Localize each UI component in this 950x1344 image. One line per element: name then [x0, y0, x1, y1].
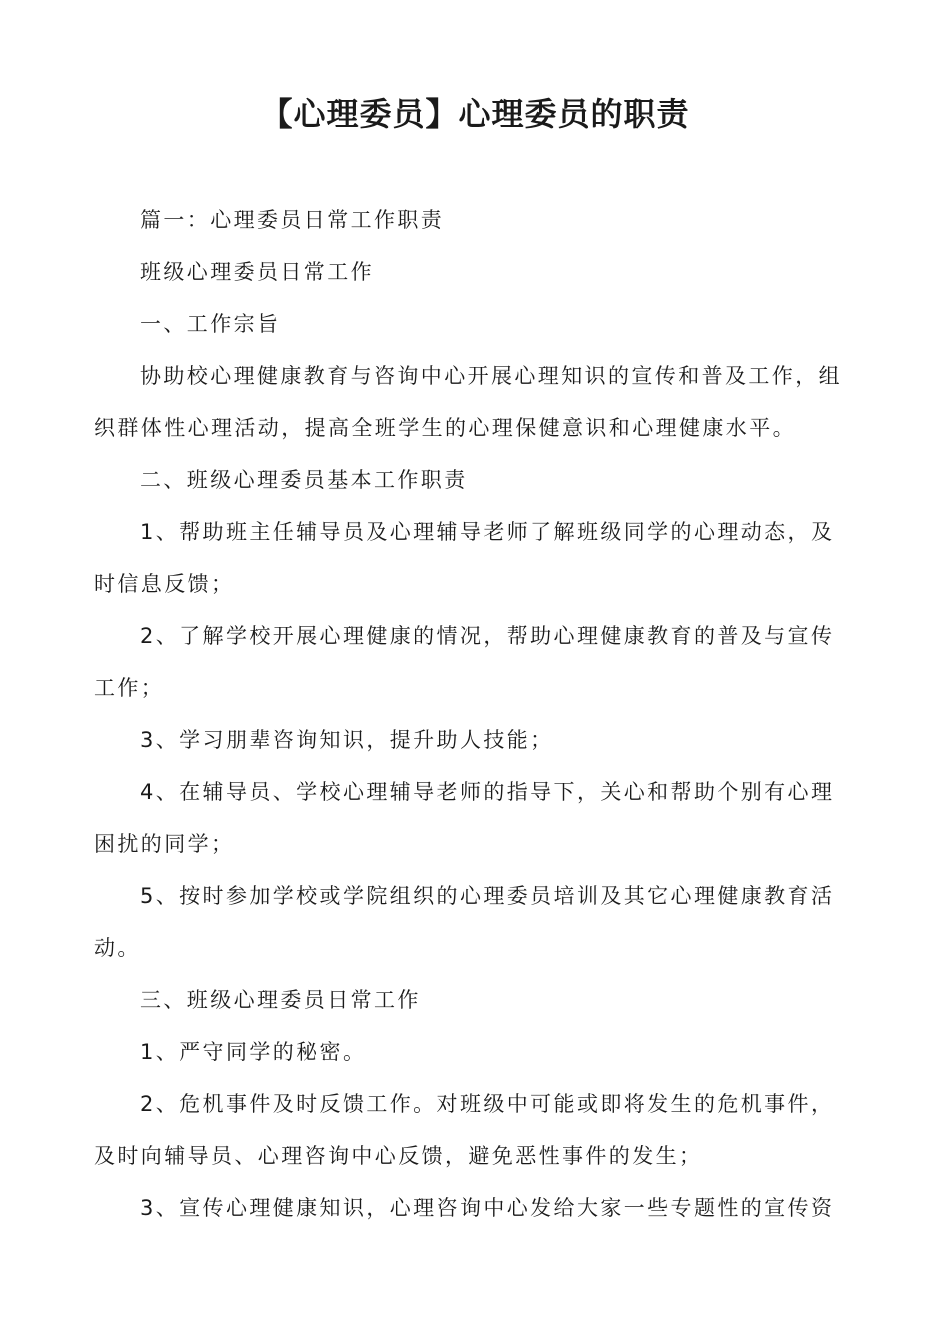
paragraph-10: 5、按时参加学校或学院组织的心理委员培训及其它心理健康教育活动。 [94, 884, 835, 960]
paragraph-13: 2、危机事件及时反馈工作。对班级中可能或即将发生的危机事件，及时向辅导员、心理咨询中心反馈，避免恶性事件的发生； [94, 1092, 835, 1168]
document-body [94, 194, 856, 1234]
paragraph-1: 篇一：心理委员日常工作职责 [140, 208, 445, 232]
paragraph-3: 一、工作宗旨 [140, 312, 281, 336]
paragraph-7: 2、了解学校开展心理健康的情况，帮助心理健康教育的普及与宣传工作； [94, 624, 835, 700]
paragraph-11: 三、班级心理委员日常工作 [140, 988, 421, 1012]
paragraph-9: 4、在辅导员、学校心理辅导老师的指导下，关心和帮助个别有心理困扰的同学； [94, 780, 835, 856]
paragraph-5: 二、班级心理委员基本工作职责 [140, 468, 468, 492]
paragraph-8: 3、学习朋辈咨询知识，提升助人技能； [140, 728, 554, 752]
document-title: 【心理委员】心理委员的职责 [260, 95, 690, 133]
paragraph-4: 协助校心理健康教育与咨询中心开展心理知识的宣传和普及工作，组织群体性心理活动，提高全班学生的心理保健意识和心理健康水平。 [94, 364, 842, 440]
paragraph-12: 1、严守同学的秘密。 [140, 1040, 367, 1064]
paragraph-2: 班级心理委员日常工作 [140, 260, 374, 284]
paragraph-14: 3、宣传心理健康知识，心理咨询中心发给大家一些专题性的宣传资 [140, 1196, 835, 1220]
paragraph-6: 1、帮助班主任辅导员及心理辅导老师了解班级同学的心理动态，及时信息反馈； [94, 520, 835, 596]
